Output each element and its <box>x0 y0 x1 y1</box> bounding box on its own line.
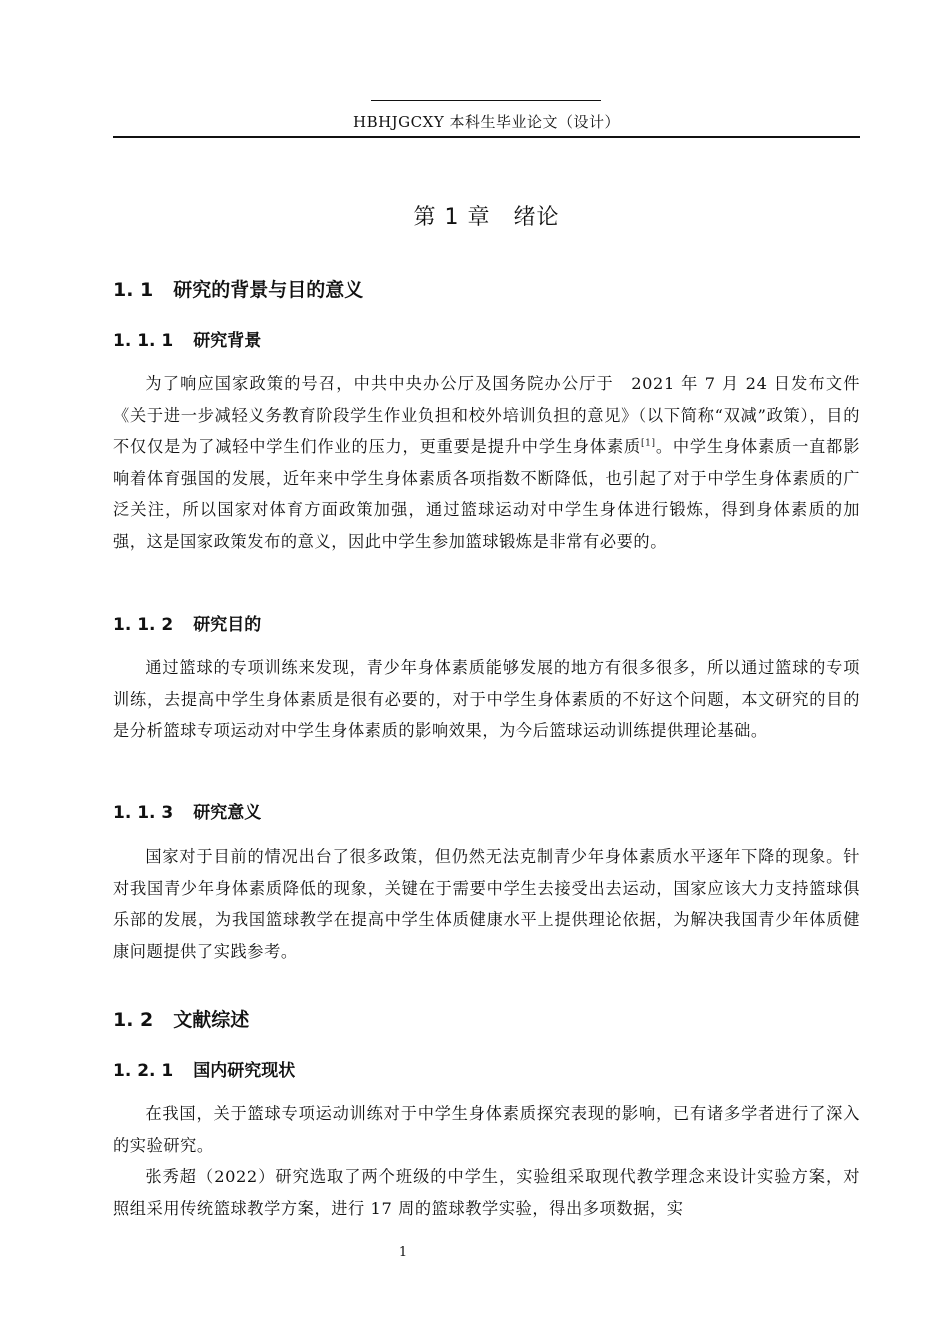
header-top-line <box>371 100 601 101</box>
subsection-heading-1-1-3 <box>113 799 261 827</box>
section-number: 1. 2 <box>113 1009 154 1031</box>
section-title: 文献综述 <box>173 1009 250 1031</box>
paragraph-domestic-research-2: 张秀超（2022）研究选取了两个班级的中学生，实验组采取现代教学理念来设计实验方案，对照组采用传统篮球教学方案，进行 17 周的篮球教学实验，得出多项数据，实 <box>113 1167 860 1218</box>
paragraph-domestic-research-1: 在我国，关于篮球专项运动训练对于中学生身体素质探究表现的影响，已有诸多学者进行了深入的实验研究。 <box>113 1104 860 1155</box>
subsection-number: 1. 2. 1 <box>113 1061 174 1081</box>
subsection-heading-1-1-2 <box>113 611 261 639</box>
subsection-title: 研究意义 <box>193 803 262 823</box>
paragraph-research-purpose: 通过篮球的专项训练来发现，青少年身体素质能够发展的地方有很多很多，所以通过篮球的专项训练，去提高中学生身体素质是很有必要的，对于中学生身体素质的不好这个问题，本文研究的目的是分析篮球专项运动对中学生身体素质的影响效果，为今后篮球运动训练提供理论基础。 <box>113 658 860 740</box>
paragraph-research-significance: 国家对于目前的情况出台了很多政策，但仍然无法克制青少年身体素质水平逐年下降的现象。针对我国青少年身体素质降低的现象，关键在于需要中学生去接受出去运动，国家应该大力支持篮球俱乐部的发展，为我国篮球教学在提高中学生体质健康水平上提供理论依据，为解决我国青少年体质健康问题提供了实践参考。 <box>113 847 860 961</box>
subsection-heading-1-2-1 <box>113 1057 295 1085</box>
header-rule <box>113 136 860 138</box>
paragraph-research-background <box>113 368 860 557</box>
subsection-number: 1. 1. 1 <box>113 331 174 351</box>
subsection-title: 国内研究现状 <box>193 1061 296 1081</box>
section-number: 1. 1 <box>113 279 154 301</box>
subsection-number: 1. 1. 3 <box>113 803 174 823</box>
paragraph-text: 为了响应国家政策的号召，中共中央办公厅及国务院办公厅于 2021 年 7 月 24 日发布文件《关于进一步减轻义务教育阶段学生作业负担和校外培训负担的意见》（以下简称“双减”政策），目的不仅仅是为了减轻中学生们作业的压力，更重要是提升中学生身体素质 <box>113 374 860 456</box>
subsection-number: 1. 1. 2 <box>113 615 174 635</box>
running-header: HBHJGCXY 本科生毕业论文（设计） <box>352 113 620 131</box>
subsection-title: 研究背景 <box>193 331 262 351</box>
section-heading-1-2 <box>113 1005 249 1035</box>
citation-1: [1] <box>641 438 656 449</box>
subsection-heading-1-1-1 <box>113 327 261 355</box>
page-number: 1 <box>398 1245 408 1260</box>
chapter-title: 第 1 章 绪论 <box>413 205 560 230</box>
subsection-title: 研究目的 <box>193 615 262 635</box>
paragraph-text: 。中学生身体素质一直都影响着体育强国的发展，近年来中学生身体素质各项指数不断降低，也引起了对于中学生身体素质的广泛关注，所以国家对体育方面政策加强，通过篮球运动对中学生身体进行锻炼，得到身体素质的加强，这是国家政策发布的意义，因此中学生参加篮球锻炼是非常有必要的。 <box>113 437 860 551</box>
section-heading-1-1 <box>113 275 363 305</box>
section-title: 研究的背景与目的意义 <box>173 279 364 301</box>
document-page <box>113 0 860 1344</box>
